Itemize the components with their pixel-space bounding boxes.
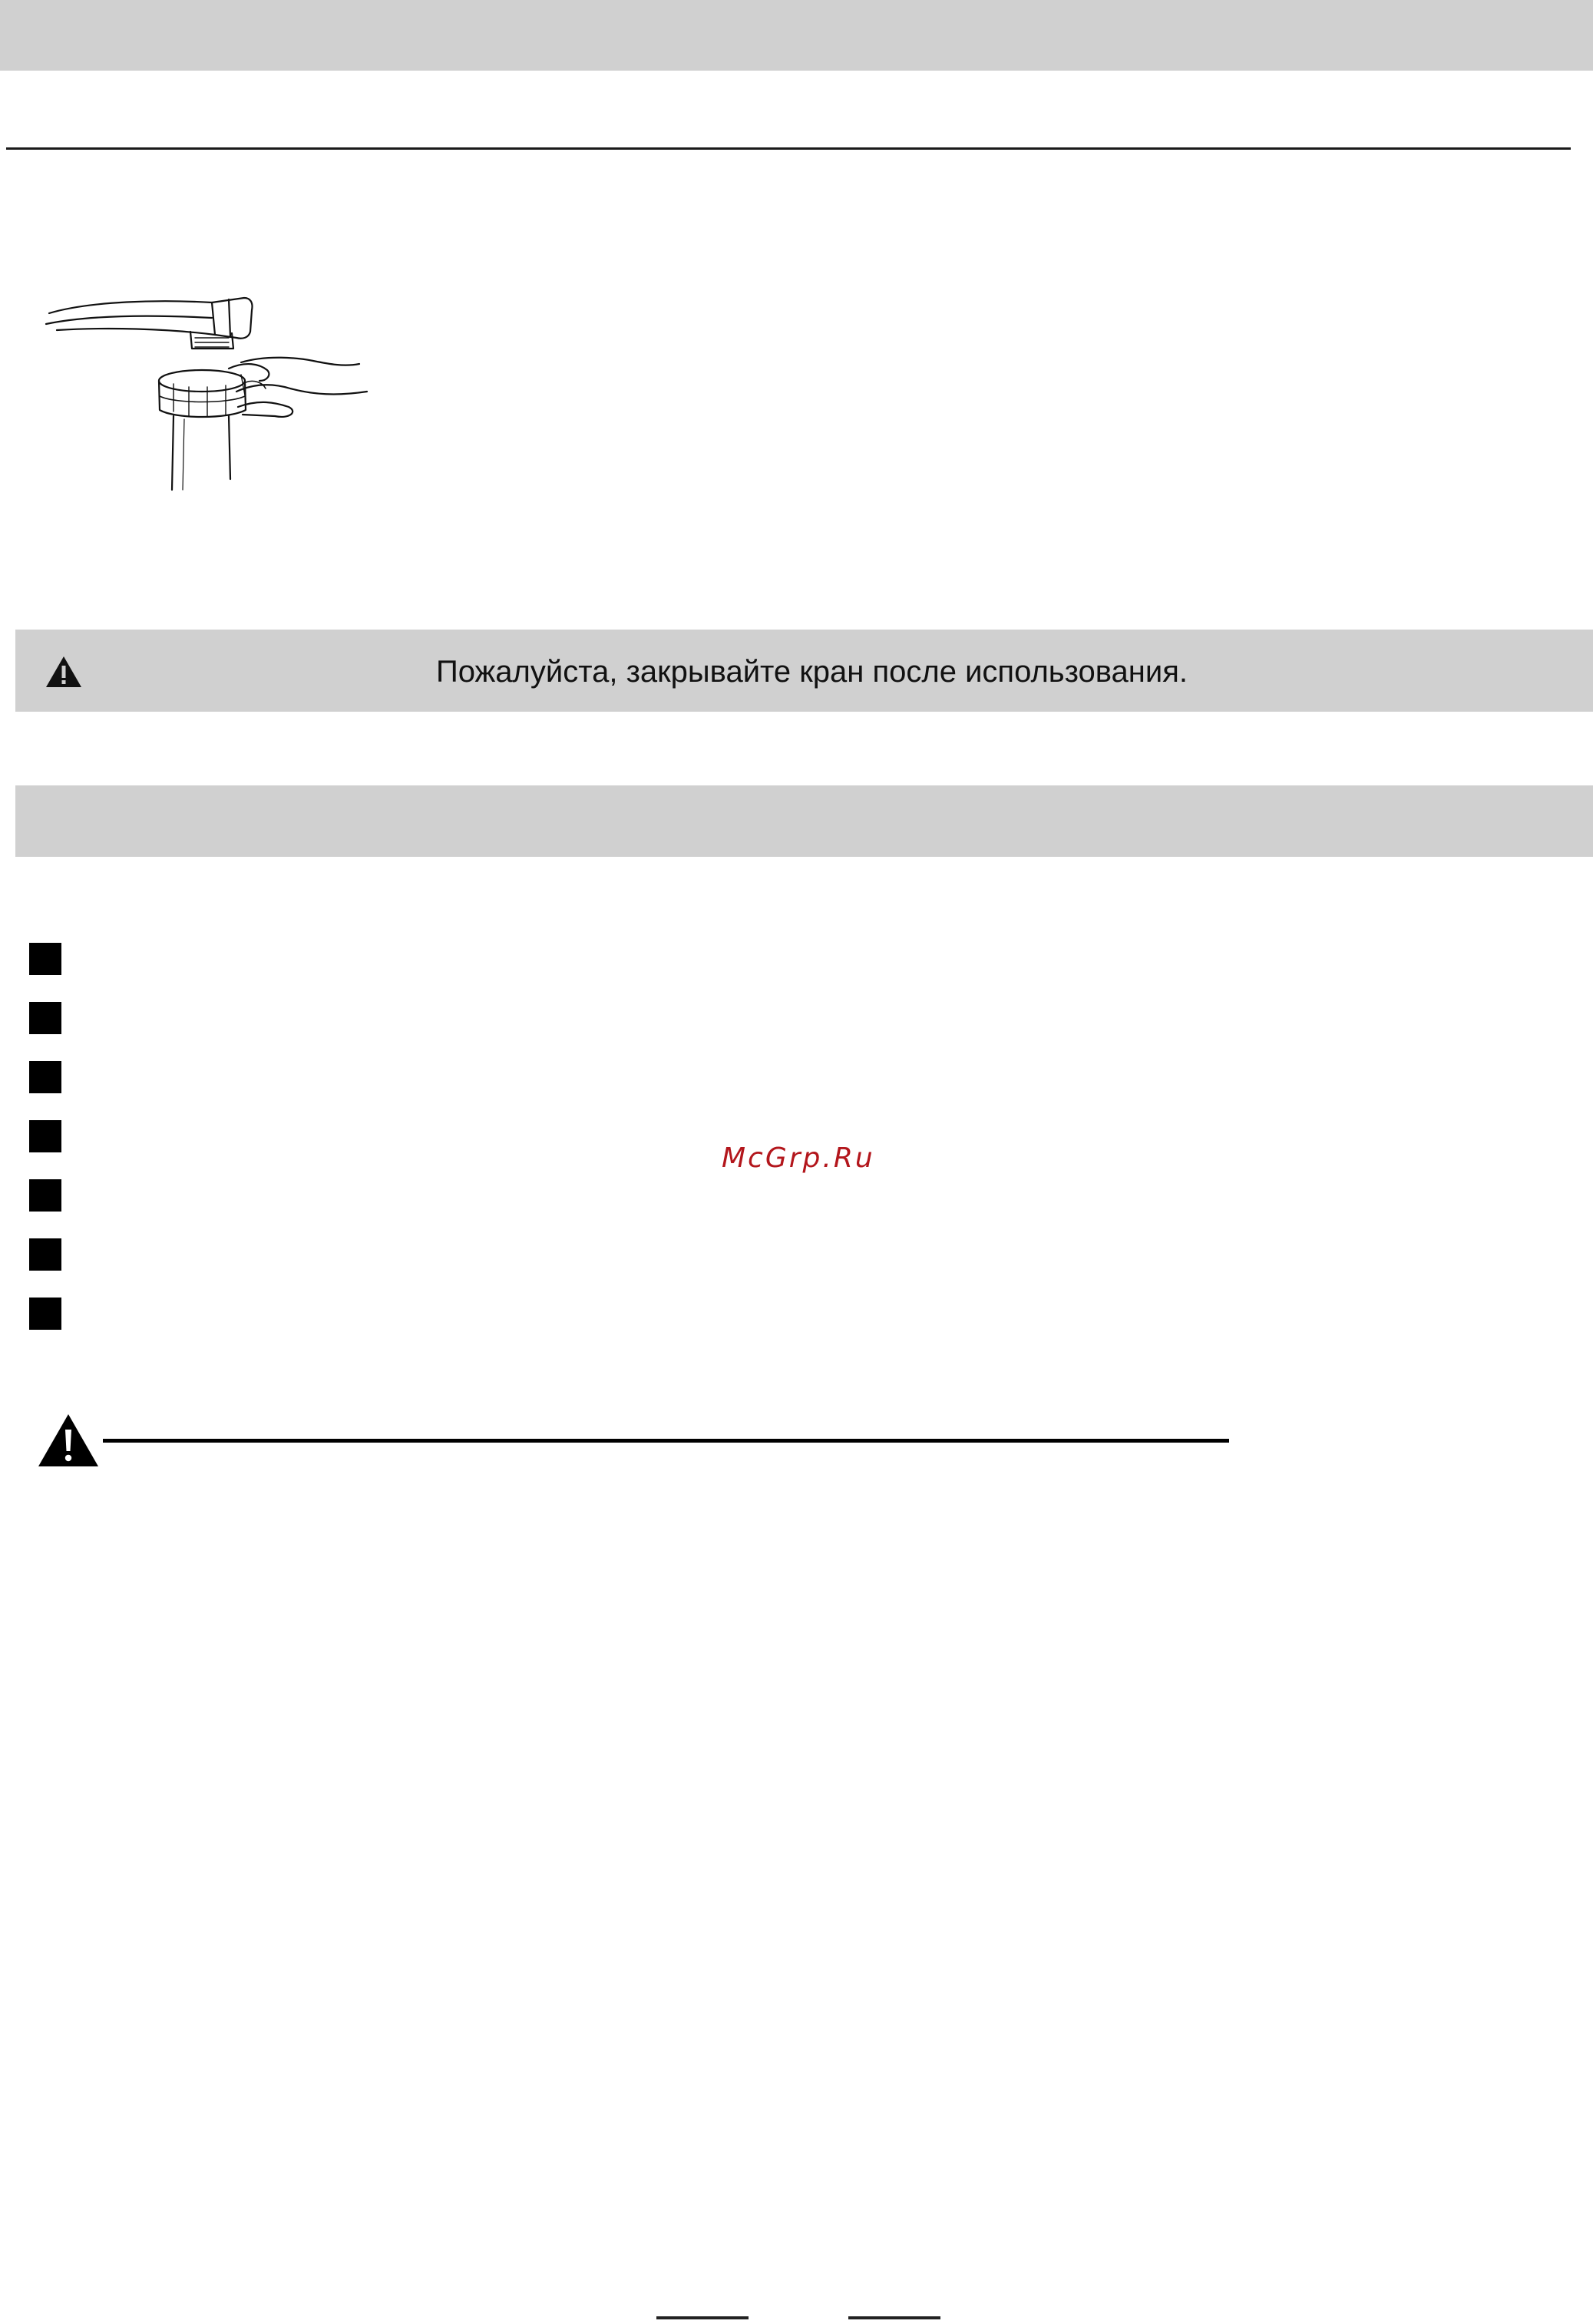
- list-marker-icon: [29, 1002, 61, 1034]
- notice-text: Пожалуйста, закрывайте кран после использования.: [435, 655, 1188, 689]
- warning-triangle-icon: [37, 1413, 100, 1468]
- list-marker-icon: [29, 1179, 61, 1212]
- list-marker-icon: [29, 1238, 61, 1271]
- list-marker-icon: [29, 1298, 61, 1330]
- caution-rule: [103, 1439, 1229, 1443]
- watermark-text: McGrp.Ru: [722, 1142, 875, 1174]
- footer-mark-left: [656, 2316, 749, 2319]
- list-marker-icon: [29, 1120, 61, 1152]
- header-band: [0, 0, 1593, 71]
- footer-mark-right: [848, 2316, 940, 2319]
- list-marker-icon: [29, 1061, 61, 1093]
- faucet-hose-illustration: [45, 284, 382, 499]
- header-rule: [6, 147, 1571, 150]
- list-marker-icon: [29, 943, 61, 975]
- section-band: [15, 785, 1593, 857]
